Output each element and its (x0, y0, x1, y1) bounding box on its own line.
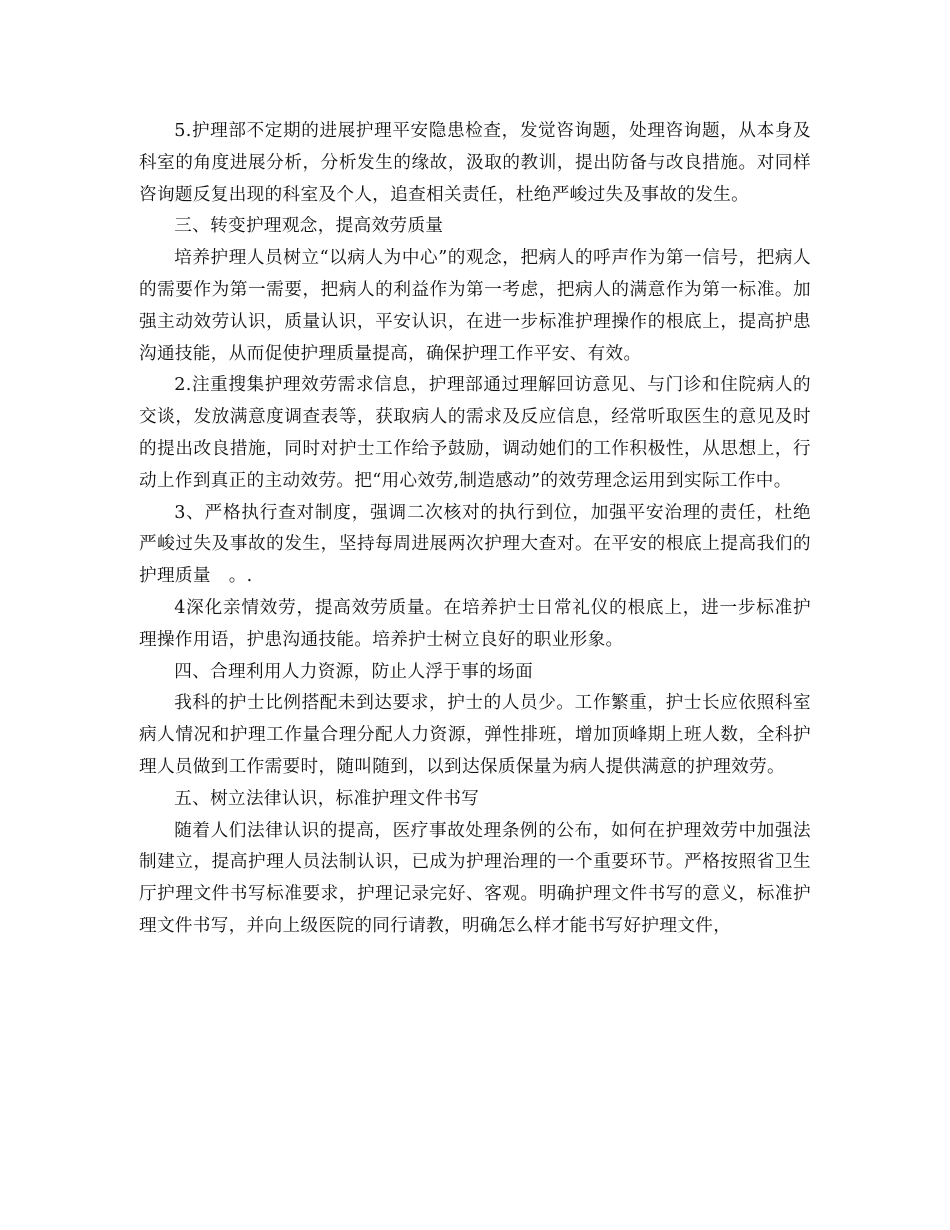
paragraph-patient-centered: 培养护理人员树立“以病人为中心”的观念，把病人的呼声作为第一信号，把病人的需要作为第一需要，把病人的利益作为第一考虑，把病人的满意作为第一标准。加强主动效劳认识，质量认识，平安认识，在进一步标准护理操作的根底上，提高护患沟通技能，从而促使护理质量提高，确保护理工作平安、有效。 (139, 248, 811, 364)
section-heading-3: 三、转变护理观念，提高效劳质量 (174, 216, 444, 237)
paragraph-item-4-family-service: 4深化亲情效劳，提高效劳质量。在培养护士日常礼仪的根底上，进一步标准护理操作用语，护患沟通技能。培养护士树立良好的职业形象。 (139, 597, 811, 650)
paragraph-item-5-safety-check: 5.护理部不定期的进展护理平安隐患检查，发觉咨询题，处理咨询题，从本身及科室的角度进展分析，分析发生的缘故，汲取的教训，提出防备与改良措施。对同样咨询题反复出现的科室及个人，追查相关责任，杜绝严峻过失及事故的发生。 (139, 121, 811, 205)
paragraph-staffing: 我科的护士比例搭配未到达要求，护士的人员少。工作繁重，护士长应依照科室病人情况和护理工作量合理分配人力资源，弹性排班，增加顶峰期上班人数，全科护理人员做到工作需要时，随叫随到，以到达保质保量为病人提供满意的护理效劳。 (139, 693, 811, 777)
paragraph-item-2-service-info: 2.注重搜集护理效劳需求信息，护理部通过理解回访意见、与门诊和住院病人的交谈，发放满意度调查表等，获取病人的需求及反应信息，经常听取医生的意见及时的提出改良措施，同时对护士工作给予鼓励，调动她们的工作积极性，从思想上，行动上作到真正的主动效劳。把“用心效劳,制造感动”的效劳理念运用到实际工作中。 (139, 375, 811, 491)
paragraph-item-3-verification: 3、严格执行查对制度，强调二次核对的执行到位，加强平安治理的责任，杜绝严峻过失及事故的发生，坚持每周进展两次护理大查对。在平安的根底上提高我们的护理质量 。. (139, 502, 811, 587)
section-heading-5: 五、树立法律认识，标准护理文件书写 (174, 788, 480, 809)
paragraph-legal-awareness: 随着人们法律认识的提高，医疗事故处理条例的公布，如何在护理效劳中加强法制建立，提高护理人员法制认识，已成为护理治理的一个重要环节。严格按照省卫生厅护理文件书写标准要求，护理记录完好、客观。明确护理文件书写的意义，标准护理文件书写，并向上级医院的同行请教，明确怎么样才能书写好护理文件， (139, 820, 811, 936)
section-heading-4: 四、合理利用人力资源，防止人浮于事的场面 (174, 661, 534, 682)
document-body (139, 116, 811, 943)
